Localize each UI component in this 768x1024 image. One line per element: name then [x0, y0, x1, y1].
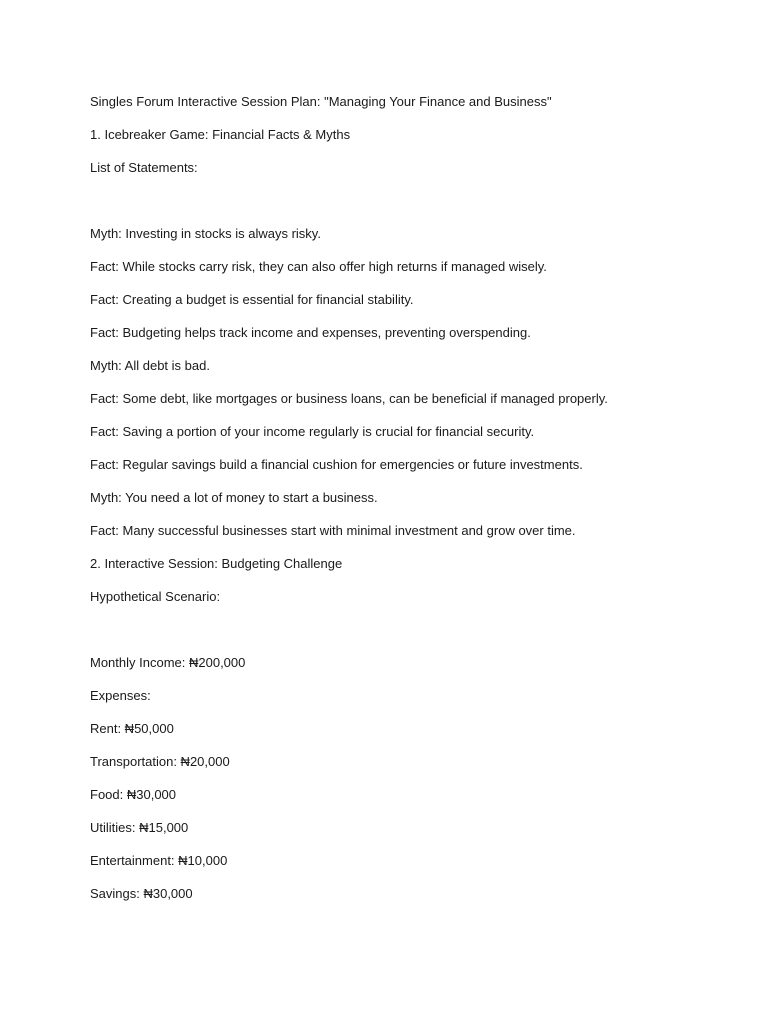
monthly-income-line: Monthly Income: ₦200,000	[90, 655, 246, 670]
document-body	[90, 93, 730, 918]
expense-line: Food: ₦30,000	[90, 787, 177, 802]
expense-line: Entertainment: ₦10,000	[90, 853, 228, 868]
statement-line: Fact: Many successful businesses start with minimal investment and grow over time.	[90, 523, 576, 538]
section-heading-budgeting: 2. Interactive Session: Budgeting Challenge	[90, 556, 343, 571]
document-title: Singles Forum Interactive Session Plan: "Managing Your Finance and Business"	[90, 94, 552, 109]
expenses-heading: Expenses:	[90, 688, 151, 703]
expense-line: Savings: ₦30,000	[90, 886, 193, 901]
statement-line: Fact: Budgeting helps track income and expenses, preventing overspending.	[90, 325, 531, 340]
scenario-heading: Hypothetical Scenario:	[90, 589, 221, 604]
expense-line: Rent: ₦50,000	[90, 721, 174, 736]
statement-line: Myth: You need a lot of money to start a business.	[90, 490, 378, 505]
statement-line: Fact: While stocks carry risk, they can also offer high returns if managed wisely.	[90, 259, 547, 274]
expense-line: Utilities: ₦15,000	[90, 820, 189, 835]
blank-line	[90, 621, 730, 638]
statement-line: Myth: Investing in stocks is always risky.	[90, 226, 321, 241]
statement-line: Myth: All debt is bad.	[90, 358, 210, 373]
statement-line: Fact: Some debt, like mortgages or business loans, can be beneficial if managed properly.	[90, 391, 608, 406]
statement-line: Fact: Regular savings build a financial cushion for emergencies or future investments.	[90, 457, 583, 472]
blank-line	[90, 192, 730, 209]
expense-line: Transportation: ₦20,000	[90, 754, 230, 769]
section-heading-icebreaker: 1. Icebreaker Game: Financial Facts & Myths	[90, 127, 351, 142]
statements-heading: List of Statements:	[90, 160, 198, 175]
statement-line: Fact: Creating a budget is essential for financial stability.	[90, 292, 414, 307]
statement-line: Fact: Saving a portion of your income regularly is crucial for financial security.	[90, 424, 535, 439]
